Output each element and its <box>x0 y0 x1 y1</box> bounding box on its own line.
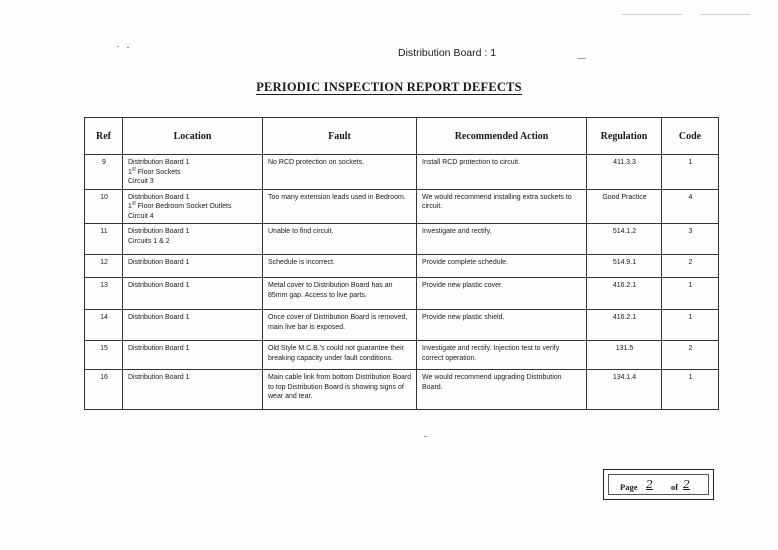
cell-regulation: 416.2.1 <box>587 278 662 310</box>
location-line: Distribution Board 1 <box>128 159 190 166</box>
scan-speck <box>127 47 129 48</box>
table-row <box>85 224 719 255</box>
report-title: PERIODIC INSPECTION REPORT DEFECTS <box>256 80 522 94</box>
location-line: 1st Floor Sockets <box>128 166 181 176</box>
cell-location <box>123 224 263 255</box>
cell-ref: 14 <box>85 310 123 341</box>
page-number-box-inner <box>608 474 709 495</box>
table-row <box>85 341 719 370</box>
cell-fault: Old Style M.C.B.'s could not guarantee their breaking capacity under fault conditions. <box>263 341 417 370</box>
cell-regulation: 514.9.1 <box>587 255 662 278</box>
cell-ref: 12 <box>85 255 123 278</box>
location-line: Distribution Board 1 <box>128 228 190 235</box>
table-row <box>85 189 719 224</box>
cell-location <box>123 341 263 370</box>
cell-recommended-action: Investigate and rectify. <box>417 224 587 255</box>
page-number-box <box>603 469 714 500</box>
location-line: Distribution Board 1 <box>128 314 190 321</box>
scan-speck <box>622 14 682 15</box>
total-pages-number: 2 <box>683 478 690 491</box>
table-row <box>85 155 719 190</box>
cell-regulation: 514.1.2 <box>587 224 662 255</box>
cell-location <box>123 155 263 190</box>
col-header-code: Code <box>662 118 719 155</box>
cell-fault: Once cover of Distribution Board is removed, main live bar is exposed. <box>263 310 417 341</box>
cell-regulation: Good Practice <box>587 189 662 224</box>
scan-speck <box>117 46 119 47</box>
cell-regulation: 416.2.1 <box>587 310 662 341</box>
current-page-number: 2 <box>646 478 653 491</box>
location-line: Circuit 3 <box>128 178 154 185</box>
location-line: 1st Floor Bedroom Socket Outlets <box>128 200 232 210</box>
cell-location <box>123 278 263 310</box>
col-header-ref: Ref <box>85 118 123 155</box>
cell-location <box>123 255 263 278</box>
cell-location <box>123 370 263 410</box>
table-row <box>85 255 719 278</box>
col-header-location: Location <box>123 118 263 155</box>
of-label: of <box>671 482 679 492</box>
cell-regulation: 411.3.3 <box>587 155 662 190</box>
table-header-row <box>85 118 719 155</box>
cell-recommended-action: Investigate and rectify. Injection test to verify correct operation. <box>417 341 587 370</box>
cell-code: 1 <box>662 310 719 341</box>
location-line: Distribution Board 1 <box>128 374 190 381</box>
cell-ref: 9 <box>85 155 123 190</box>
location-line: Distribution Board 1 <box>128 345 190 352</box>
cell-recommended-action: Install RCD protection to circuit. <box>417 155 587 190</box>
cell-fault: Metal cover to Distribution Board has an 85mm gap. Access to live parts. <box>263 278 417 310</box>
cell-recommended-action: Provide new plastic shield. <box>417 310 587 341</box>
cell-code: 2 <box>662 341 719 370</box>
cell-location <box>123 310 263 341</box>
location-line: Distribution Board 1 <box>128 259 190 266</box>
report-title-wrap <box>0 80 778 95</box>
table-row <box>85 310 719 341</box>
cell-code: 2 <box>662 255 719 278</box>
cell-fault: Schedule is incorrect. <box>263 255 417 278</box>
cell-ref: 10 <box>85 189 123 224</box>
cell-fault: No RCD protection on sockets. <box>263 155 417 190</box>
cell-code: 3 <box>662 224 719 255</box>
location-line: Distribution Board 1 <box>128 193 190 201</box>
col-header-regulation: Regulation <box>587 118 662 155</box>
cell-code: 1 <box>662 155 719 190</box>
page-label: Page <box>620 482 638 492</box>
cell-ref: 11 <box>85 224 123 255</box>
cell-recommended-action: We would recommend upgrading Distribution Board. <box>417 370 587 410</box>
cell-code: 4 <box>662 189 719 224</box>
cell-ref: 16 <box>85 370 123 410</box>
location-line: Circuit 4 <box>128 212 154 220</box>
distribution-board-label: Distribution Board : 1 <box>398 47 497 59</box>
cell-regulation: 134.1.4 <box>587 370 662 410</box>
cell-ref: 15 <box>85 341 123 370</box>
col-header-fault: Fault <box>263 118 417 155</box>
cell-regulation: 131.5 <box>587 341 662 370</box>
cell-code: 1 <box>662 370 719 410</box>
cell-location <box>123 189 263 224</box>
table-row <box>85 370 719 410</box>
location-line: Circuits 1 & 2 <box>128 237 170 245</box>
scan-speck <box>424 436 427 437</box>
defects-table <box>84 117 719 410</box>
cell-code: 1 <box>662 278 719 310</box>
cell-fault: Too many extension leads used in Bedroom. <box>263 189 417 224</box>
cell-recommended-action: Provide complete schedule. <box>417 255 587 278</box>
cell-recommended-action: Provide new plastic cover. <box>417 278 587 310</box>
location-line: Distribution Board 1 <box>128 282 190 289</box>
cell-fault: Unable to find circuit. <box>263 224 417 255</box>
scan-speck <box>700 14 750 15</box>
scan-speck <box>578 58 586 59</box>
cell-ref: 13 <box>85 278 123 310</box>
cell-recommended-action: We would recommend installing extra sockets to circuit. <box>417 189 587 224</box>
cell-fault: Main cable link from bottom Distribution Board to top Distribution Board is showing signs of wear and tear. <box>263 370 417 410</box>
col-header-recommended-action: Recommended Action <box>417 118 587 155</box>
table-row <box>85 278 719 310</box>
